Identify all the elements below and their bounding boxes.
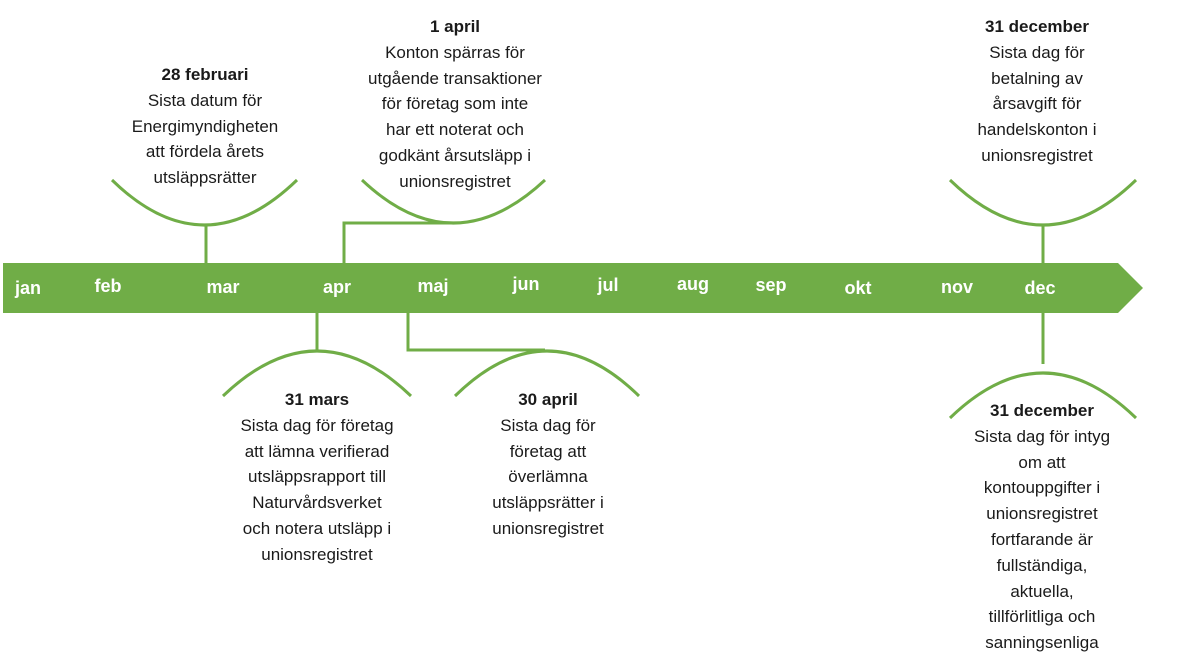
month-dec: dec	[1024, 278, 1056, 298]
callout-description: Sista dag för företag att överlämna utsläppsrätter i unionsregistret	[492, 415, 604, 538]
callout-dec31b	[968, 398, 1116, 656]
callout-description: Konton spärras för utgående transaktioner för företag som inte har ett noterat och godkänt årsutsläpp i unionsregistret	[368, 42, 542, 191]
callout-description: Sista datum för Energimyndigheten att fördela årets utsläppsrätter	[131, 90, 279, 188]
month-feb: feb	[94, 276, 122, 296]
month-aug: aug	[676, 274, 710, 294]
callout-date: 31 mars	[284, 390, 350, 409]
callout-mar31	[240, 387, 393, 568]
month-apr: apr	[322, 277, 352, 297]
month-maj: maj	[417, 276, 449, 296]
bracket-dec31a	[950, 180, 1136, 225]
callout-date: 1 april	[429, 17, 481, 36]
month-nov: nov	[940, 277, 974, 297]
callout-dec31a	[977, 14, 1096, 169]
month-mar: mar	[206, 277, 240, 297]
callout-apr30	[492, 387, 604, 542]
callout-description: Sista dag för företag att lämna verifierad utsläppsrapport till Naturvårdsverket och notera utsläpp i unionsregistret	[240, 415, 394, 564]
month-okt: okt	[844, 278, 872, 298]
callout-date: 30 april	[518, 390, 578, 409]
callout-date: 31 december	[990, 401, 1094, 420]
callout-date: 31 december	[985, 17, 1089, 36]
month-jun: jun	[512, 274, 540, 294]
month-jan: jan	[14, 278, 42, 298]
callout-description: Sista dag för betalning av årsavgift för handelskonton i unionsregistret	[977, 42, 1097, 165]
callout-feb28	[132, 62, 278, 191]
callout-date: 28 februari	[161, 65, 249, 84]
callout-description: Sista dag för intyg om att kontouppgifter i unionsregistret fortfarande är fullständiga, aktuella, tillförlitliga och sanningsenliga	[973, 426, 1111, 653]
connector-apr30	[408, 313, 545, 350]
month-sep: sep	[755, 275, 787, 295]
callout-apr1	[368, 14, 542, 195]
connector-apr1	[344, 223, 453, 263]
month-jul: jul	[597, 275, 619, 295]
